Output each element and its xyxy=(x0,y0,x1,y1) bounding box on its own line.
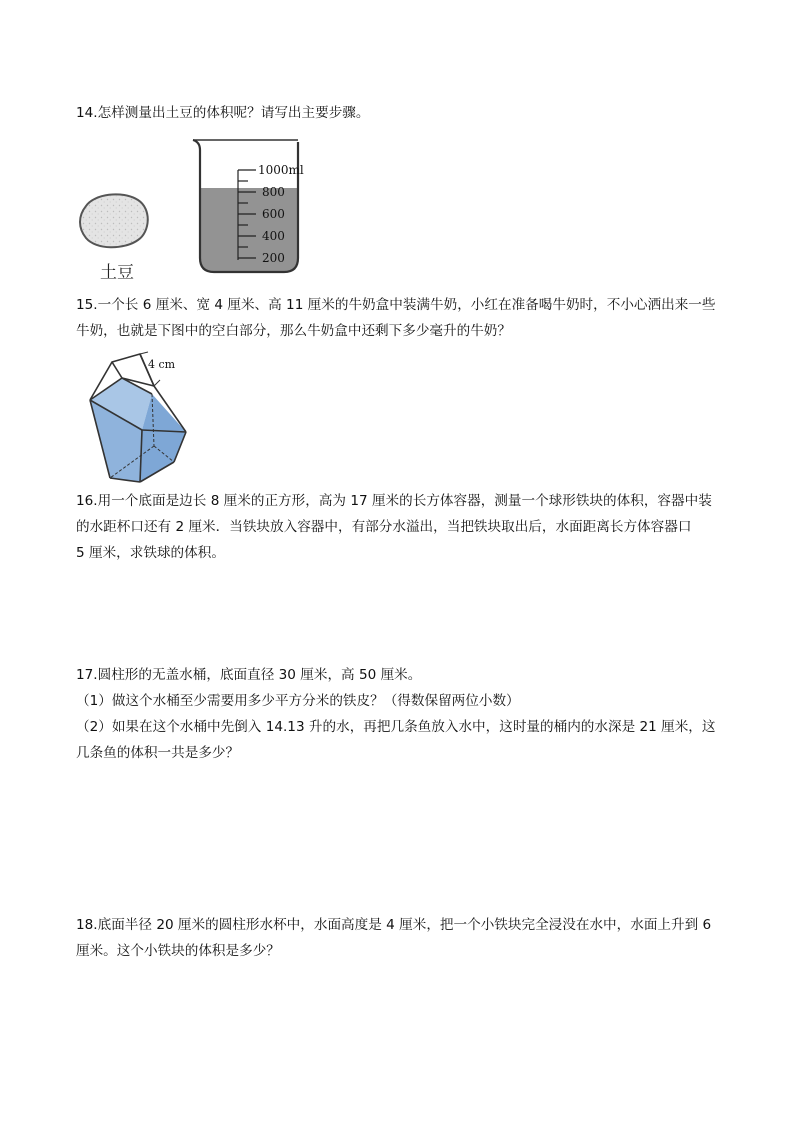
question-14-line: 14.怎样测量出土豆的体积呢？请写出主要步骤。 xyxy=(76,105,370,121)
question-17-line: 17.圆柱形的无盖水桶，底面直径 30 厘米，高 50 厘米。 xyxy=(76,667,422,683)
question-15-line: 15.一个长 6 厘米、宽 4 厘米、高 11 厘米的牛奶盒中装满牛奶，小红在准备喝牛奶时，不小心洒出来一些 xyxy=(76,297,716,313)
question-16-line: 的水距杯口还有 2 厘米．当铁块放入容器中，有部分水溢出，当把铁块取出后，水面距离长方体容器口 xyxy=(76,519,692,535)
beaker-mark-200: 200 xyxy=(262,251,285,265)
potato-figure xyxy=(76,192,156,284)
question-18-text xyxy=(76,912,726,964)
question-18-line: 厘米。这个小铁块的体积是多少？ xyxy=(76,943,280,959)
question-14-text xyxy=(76,100,726,126)
question-15-line: 牛奶，也就是下图中的空白部分，那么牛奶盒中还剩下多少毫升的牛奶？ xyxy=(76,323,511,339)
question-16-text xyxy=(76,488,726,566)
beaker-mark-600: 600 xyxy=(262,207,285,221)
beaker-mark-1000: 1000ml xyxy=(258,163,304,177)
beaker-mark-400: 400 xyxy=(262,229,285,243)
measuring-beaker-figure xyxy=(190,136,305,280)
milk-box-dimension-label: 4 cm xyxy=(148,358,176,371)
question-17-line: （2）如果在这个水桶中先倒入 14.13 升的水，再把几条鱼放入水中，这时量的桶内的水深是 21 厘米，这 xyxy=(76,719,716,735)
potato-label: 土豆 xyxy=(100,263,134,283)
question-17-line: 几条鱼的体积一共是多少？ xyxy=(76,745,240,761)
potato-shape xyxy=(80,194,148,247)
question-16-line: 5 厘米，求铁球的体积。 xyxy=(76,545,225,561)
question-18-line: 18.底面半径 20 厘米的圆柱形水杯中，水面高度是 4 厘米，把一个小铁块完全浸没在水中，水面上升到 6 xyxy=(76,917,712,933)
question-17-text xyxy=(76,662,726,766)
milk-box-figure xyxy=(82,350,194,484)
question-15-text xyxy=(76,292,726,344)
question-16-line: 16.用一个底面是边长 8 厘米的正方形，高为 17 厘米的长方体容器，测量一个球形铁块的体积，容器中装 xyxy=(76,493,712,509)
question-17-line: （1）做这个水桶至少需要用多少平方分米的铁皮？（得数保留两位小数） xyxy=(76,693,520,709)
beaker-mark-800: 800 xyxy=(262,185,285,199)
